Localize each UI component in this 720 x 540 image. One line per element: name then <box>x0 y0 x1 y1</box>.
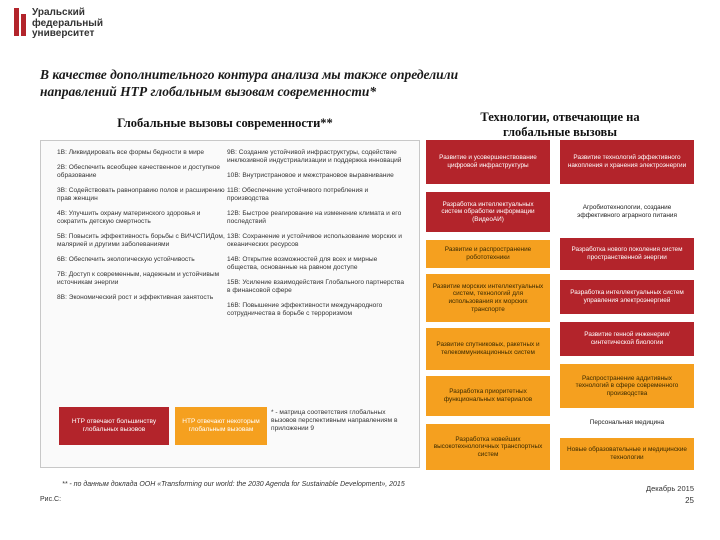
legend-red: НТР отвечают большинству глобальных вызовов <box>59 407 169 445</box>
tech-cell: Развитие морских интеллектуальных систем, технологий для использования их морских транспорте <box>426 274 550 322</box>
slide-date: Декабрь 2015 <box>645 484 694 493</box>
legend-orange: НТР отвечают некоторым глобальным вызовам <box>175 407 267 445</box>
tech-cell: Агробиотехнологии, создание эффективного аграрного питания <box>560 192 694 232</box>
tech-cell: Разработка новейших высокотехнологичных транспортных систем <box>426 424 550 470</box>
source-label: Рис.С: <box>40 496 62 503</box>
slide-title: В качестве дополнительного контура анализа мы также определили направлений НТР глобальным вызовам современности* <box>40 67 459 99</box>
goal-item: 11В: Обеспечение устойчивого потребления и производства <box>227 187 369 202</box>
goal-item: 1В: Ликвидировать все формы бедности в мире <box>57 149 205 156</box>
university-logo <box>14 6 124 40</box>
tech-cell: Развитие спутниковых, ракетных и телекоммуникационных систем <box>426 328 550 370</box>
goal-item: 5В: Повысить эффективность борьбы с ВИЧ/СПИДом, малярией и другими заболеваниями <box>57 233 225 248</box>
logo-text: Уральский федеральный университет <box>32 7 103 39</box>
goals-column-2 <box>227 149 407 325</box>
tech-cell: Разработка нового поколения систем пространственной энергии <box>560 238 694 270</box>
tech-cell: Новые образовательные и медицинские технологии <box>560 438 694 470</box>
goal-item: 13В: Сохранение и устойчивое использование морских и океанических ресурсов <box>227 233 402 248</box>
logo-icon <box>14 8 28 36</box>
technology-grid <box>426 140 694 472</box>
global-challenges-heading: Глобальные вызовы современности** <box>117 116 333 130</box>
goal-item: 8В: Экономический рост и эффективная занятость <box>57 294 214 301</box>
goal-item: 14В: Открытие возможностей для всех и мирные общества, основанные на равном доступе <box>227 256 378 271</box>
goal-item: 16В: Повышение эффективности международного сотрудничества в борьбе с терроризмом <box>227 302 383 317</box>
goal-item: 2В: Обеспечить всеобщее качественное и доступное образование <box>57 164 221 179</box>
technologies-heading: Технологии, отвечающие на глобальные вызовы <box>480 110 640 139</box>
goal-item: 4В: Улучшить охрану материнского здоровья и сократить детскую смертность <box>57 210 201 225</box>
footnote: ** - по данным доклада ООН «Transforming our world: the 2030 Agenda for Sustainable Development», 2015 <box>62 481 405 488</box>
tech-cell: Развитие и распространение робототехники <box>426 240 550 268</box>
tech-cell: Развитие технологий эффективного накопления и хранения электроэнергии <box>560 140 694 184</box>
tech-cell: Развитие генной инженерии/синтетической биологии <box>560 322 694 356</box>
goal-item: 12В: Быстрое реагирование на изменение климата и его последствий <box>227 210 402 225</box>
tech-cell: Персональная медицина <box>560 414 694 432</box>
tech-cell: Разработка интеллектуальных систем управления электроэнергией <box>560 280 694 314</box>
goals-column-1 <box>57 149 227 309</box>
tech-cell: Разработка приоритетных функциональных материалов <box>426 376 550 416</box>
goal-item: 7В: Доступ к современным, надежным и устойчивым источникам энергии <box>57 271 220 286</box>
tech-cell: Разработка интеллектуальных систем обработки информации (ВидеоАИ) <box>426 192 550 232</box>
tech-cell: Распространение аддитивных технологий в сфере современного производства <box>560 364 694 408</box>
tech-cell: Развитие и усовершенствование цифровой инфраструктуры <box>426 140 550 184</box>
goal-item: 15В: Усиление взаимодействия Глобального партнерства в финансовой сфере <box>227 279 405 294</box>
global-challenges-panel <box>40 140 420 468</box>
page-number: 25 <box>685 496 694 505</box>
goal-item: 6В: Обеспечить экологическую устойчивость <box>57 256 195 263</box>
goal-item: 3В: Содействовать равноправию полов и расширению прав женщин <box>57 187 225 202</box>
goal-item: 9В: Создание устойчивой инфраструктуры, содействие инклюзивной индустриализации и поддержка инноваций <box>227 149 402 164</box>
goal-item: 10В: Внутристрановое и межстрановое выравнивание <box>227 172 394 179</box>
legend-note: * - матрица соответствия глобальных вызовов перспективным направлениям в приложении 9 <box>271 409 398 432</box>
